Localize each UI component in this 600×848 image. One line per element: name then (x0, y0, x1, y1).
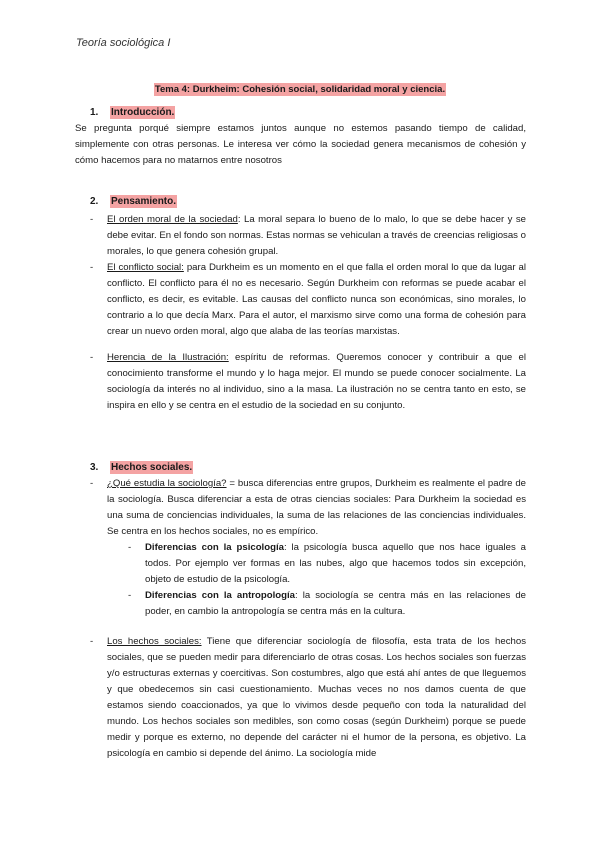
document-title (0, 79, 600, 97)
bullet-body: espíritu de reformas. Queremos conocer y contribuir a que el conocimiento transforme el mundo y lo haga mejor. El mundo se puede conocer socialmente. La sociología da interés no al individuo, sino a la masa. La ilustración no se centra tanto en esto, se inspira en ello y se centra en el estudio de la sociedad en su conjunto. (107, 352, 526, 411)
bullet-term: Herencia de la Ilustración: (107, 352, 229, 363)
subbullet-term: Diferencias con la antropología (145, 590, 296, 601)
subbullet-term: Diferencias con la psicología (145, 542, 284, 553)
section-number: 1. (90, 107, 99, 118)
bullet-dash: - (128, 542, 132, 553)
bullet-dash: - (90, 636, 94, 647)
bullet-dash: - (128, 590, 132, 601)
section-heading-pensamiento (90, 196, 177, 207)
section-heading-hechos-sociales (90, 462, 193, 473)
bullet-body: Tiene que diferenciar sociología de filosofía, esta trata de los hechos sociales, que se pueden medir para diferenciarlo de otras cosas. Los hechos sociales son fuerzas y/o estructuras externas y coercitivas. Son costumbres, algo que está ahí antes de que lleguemos y que obedecemos sin casi cuestionamiento. Muchas veces no nos damos cuenta de que estamos siendo coaccionados, ya que lo vivimos desde pequeño con toda la naturalidad del mundo. Los hechos sociales son medibles, son como cosas (según Durkheim) porque se puede medir y porque es externo, no depende del carácter ni el humor de la persona, es objetivo. La psicología en cambio si depende del ánimo. La sociología mide (107, 636, 526, 759)
bullet-orden-moral (90, 212, 526, 260)
section-heading-introduccion (90, 107, 175, 118)
bullet-hechos-sociales (90, 634, 526, 762)
bullet-conflicto-social (90, 260, 526, 340)
bullet-dash: - (90, 214, 94, 225)
bullet-term: El orden moral de la sociedad (107, 214, 238, 225)
bullet-body: para Durkheim es un momento en el que falla el orden moral lo que da lugar al conflicto. El conflicto para él no es necesario. Según Durkheim con reformas se puede acabar el conflicto, es decir, es evitable. Las causas del conflicto nunca son económicas, sino morales, lo contrario a lo que decía Marx. Para el autor, el marxismo sirve como una forma de cohesión para crear un nuevo orden moral, algo que alaba de las teorías marxistas. (107, 262, 527, 337)
subbullet-psicologia (128, 540, 526, 588)
bullet-body: = busca diferencias entre grupos, Durkheim es realmente el padre de la sociología. Busca diferenciar a esta de otras ciencias sociales: Para Durkheim la sociedad es una suma de conciencias individuales, la suma de las relaciones de las conciencias individuales. Se centra en los hechos sociales, no es empírico. (107, 478, 526, 537)
bullet-dash: - (90, 352, 94, 363)
bullet-herencia-ilustracion (90, 350, 526, 414)
section-number: 2. (90, 196, 99, 207)
bullet-body: La moral separa lo bueno de lo malo, lo que se debe hacer y se debe evitar. En el fondo son normas. Estas normas se vehiculan a través de creencias religiosas o morales, lo que genera cohesión grupal. (107, 214, 526, 257)
bullet-dash: - (90, 262, 94, 273)
bullet-que-estudia (90, 476, 526, 540)
running-header: Teoría sociológica I (76, 37, 171, 49)
section-heading-text: Hechos sociales. (111, 462, 193, 473)
intro-paragraph: Se pregunta porqué siempre estamos juntos aunque no estemos pasando tiempo de calidad, simplemente con otras personas. Le interesa ver cómo la sociedad genera mecanismos de cohesión y cómo hacemos para no matarnos entre nosotros (75, 123, 526, 166)
bullet-term: El conflicto social: (107, 262, 184, 273)
bullet-term: ¿Qué estudia la sociología? (107, 478, 227, 489)
subbullet-antropologia (128, 588, 526, 620)
section-heading-text: Introducción. (111, 107, 175, 118)
subbullet-body: : la sociología se centra más en las relaciones de poder, en cambio la antropología se centra más en la cultura. (145, 590, 527, 617)
section-heading-text: Pensamiento. (111, 196, 177, 207)
bullet-term: Los hechos sociales: (107, 636, 202, 647)
bullet-dash: - (90, 478, 94, 489)
document-title-text: Tema 4: Durkheim: Cohesión social, solidaridad moral y ciencia. (154, 84, 446, 95)
bullet-separator: : (237, 214, 241, 225)
subbullet-body: : la psicología busca aquello que nos hace iguales a todos. Por ejemplo ver formas en las nubes, algo que hacemos todos sin excepción, objeto de estudio de la psicología. (145, 542, 526, 585)
section-number: 3. (90, 462, 99, 473)
